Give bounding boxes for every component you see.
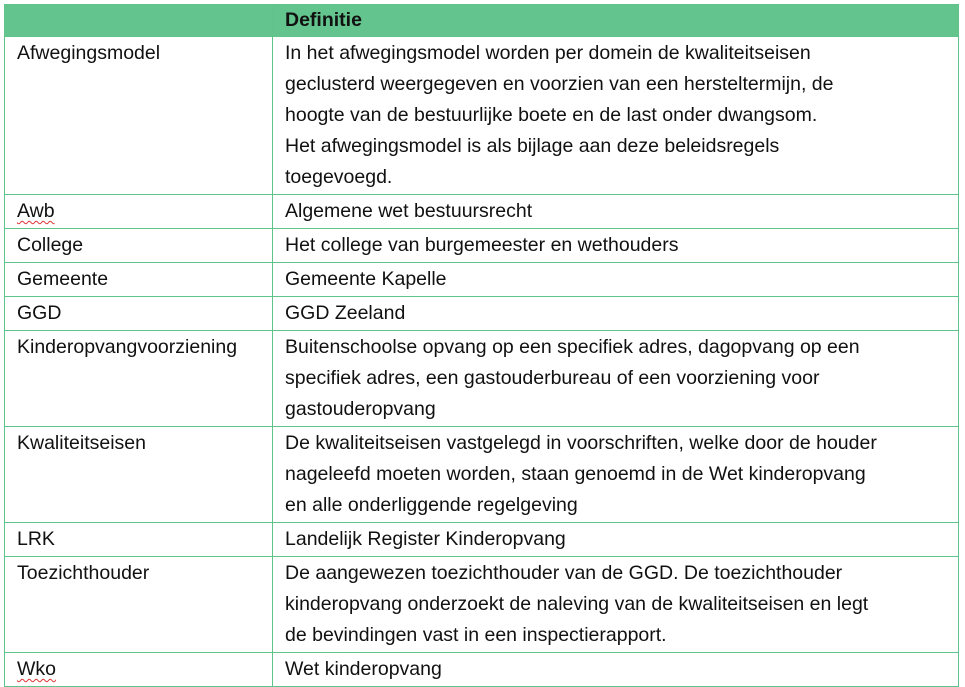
term-cell xyxy=(5,427,273,523)
term-cell xyxy=(5,195,273,229)
table-row xyxy=(5,653,959,687)
term-text: Afwegingsmodel xyxy=(17,42,161,64)
definition-line: De aangewezen toezichthouder van de GGD. De toezichthouder xyxy=(285,562,843,584)
table-row xyxy=(5,557,959,653)
table-row xyxy=(5,331,959,427)
definition-line: Landelijk Register Kinderopvang xyxy=(285,528,566,550)
definition-cell xyxy=(273,297,959,331)
definition-line: Buitenschoolse opvang op een specifiek adres, dagopvang op een xyxy=(285,336,860,358)
table-row xyxy=(5,195,959,229)
table-row xyxy=(5,297,959,331)
term-cell xyxy=(5,297,273,331)
header-definition-cell: Definitie xyxy=(273,5,959,37)
definition-line: Algemene wet bestuursrecht xyxy=(285,200,533,222)
table-row xyxy=(5,427,959,523)
definitions-table xyxy=(4,4,959,687)
definition-line: geclusterd weergegeven en voorzien van een hersteltermijn, de xyxy=(285,73,834,95)
term-text: Gemeente xyxy=(17,268,109,290)
definition-line: Wet kinderopvang xyxy=(285,658,442,680)
table-row xyxy=(5,523,959,557)
term-cell xyxy=(5,263,273,297)
definition-cell xyxy=(273,263,959,297)
definition-line: specifiek adres, een gastouderbureau of een voorziening voor xyxy=(285,367,820,389)
term-text: Kinderopvangvoorziening xyxy=(17,336,238,358)
definition-cell xyxy=(273,653,959,687)
term-text: GGD xyxy=(17,302,62,324)
definition-cell xyxy=(273,37,959,195)
header-term-cell xyxy=(5,5,273,37)
definition-line: de bevindingen vast in een inspectierapport. xyxy=(285,624,667,646)
definition-line: Gemeente Kapelle xyxy=(285,268,447,290)
term-cell xyxy=(5,653,273,687)
definition-line: gastouderopvang xyxy=(285,398,436,420)
term-cell xyxy=(5,557,273,653)
table-row xyxy=(5,263,959,297)
definition-cell xyxy=(273,229,959,263)
term-text: College xyxy=(17,234,84,256)
definition-line: en alle onderliggende regelgeving xyxy=(285,494,578,516)
table-header xyxy=(5,5,959,37)
term-cell xyxy=(5,229,273,263)
definition-line: kinderopvang onderzoekt de naleving van de kwaliteitseisen en legt xyxy=(285,593,869,615)
definition-cell xyxy=(273,195,959,229)
definition-cell xyxy=(273,557,959,653)
term-text: Toezichthouder xyxy=(17,562,150,584)
definition-line: hoogte van de bestuurlijke boete en de last onder dwangsom. xyxy=(285,104,818,126)
definition-cell xyxy=(273,331,959,427)
definition-line: Het afwegingsmodel is als bijlage aan deze beleidsregels xyxy=(285,135,780,157)
definition-cell xyxy=(273,523,959,557)
definition-line: De kwaliteitseisen vastgelegd in voorschriften, welke door de houder xyxy=(285,432,877,454)
definition-line: In het afwegingsmodel worden per domein de kwaliteitseisen xyxy=(285,42,811,64)
term-cell xyxy=(5,523,273,557)
term-text: Awb xyxy=(17,200,55,222)
definition-line: nageleefd moeten worden, staan genoemd in de Wet kinderopvang xyxy=(285,463,866,485)
header-row xyxy=(5,5,959,37)
definition-cell xyxy=(273,427,959,523)
term-text: Wko xyxy=(17,658,56,680)
table-row xyxy=(5,37,959,195)
term-cell xyxy=(5,331,273,427)
definition-line: Het college van burgemeester en wethouders xyxy=(285,234,679,256)
table-row xyxy=(5,229,959,263)
term-text: Kwaliteitseisen xyxy=(17,432,146,454)
table-body xyxy=(5,37,959,687)
definition-line: GGD Zeeland xyxy=(285,302,406,324)
definition-line: toegevoegd. xyxy=(285,166,393,188)
term-text: LRK xyxy=(17,528,55,550)
term-cell xyxy=(5,37,273,195)
